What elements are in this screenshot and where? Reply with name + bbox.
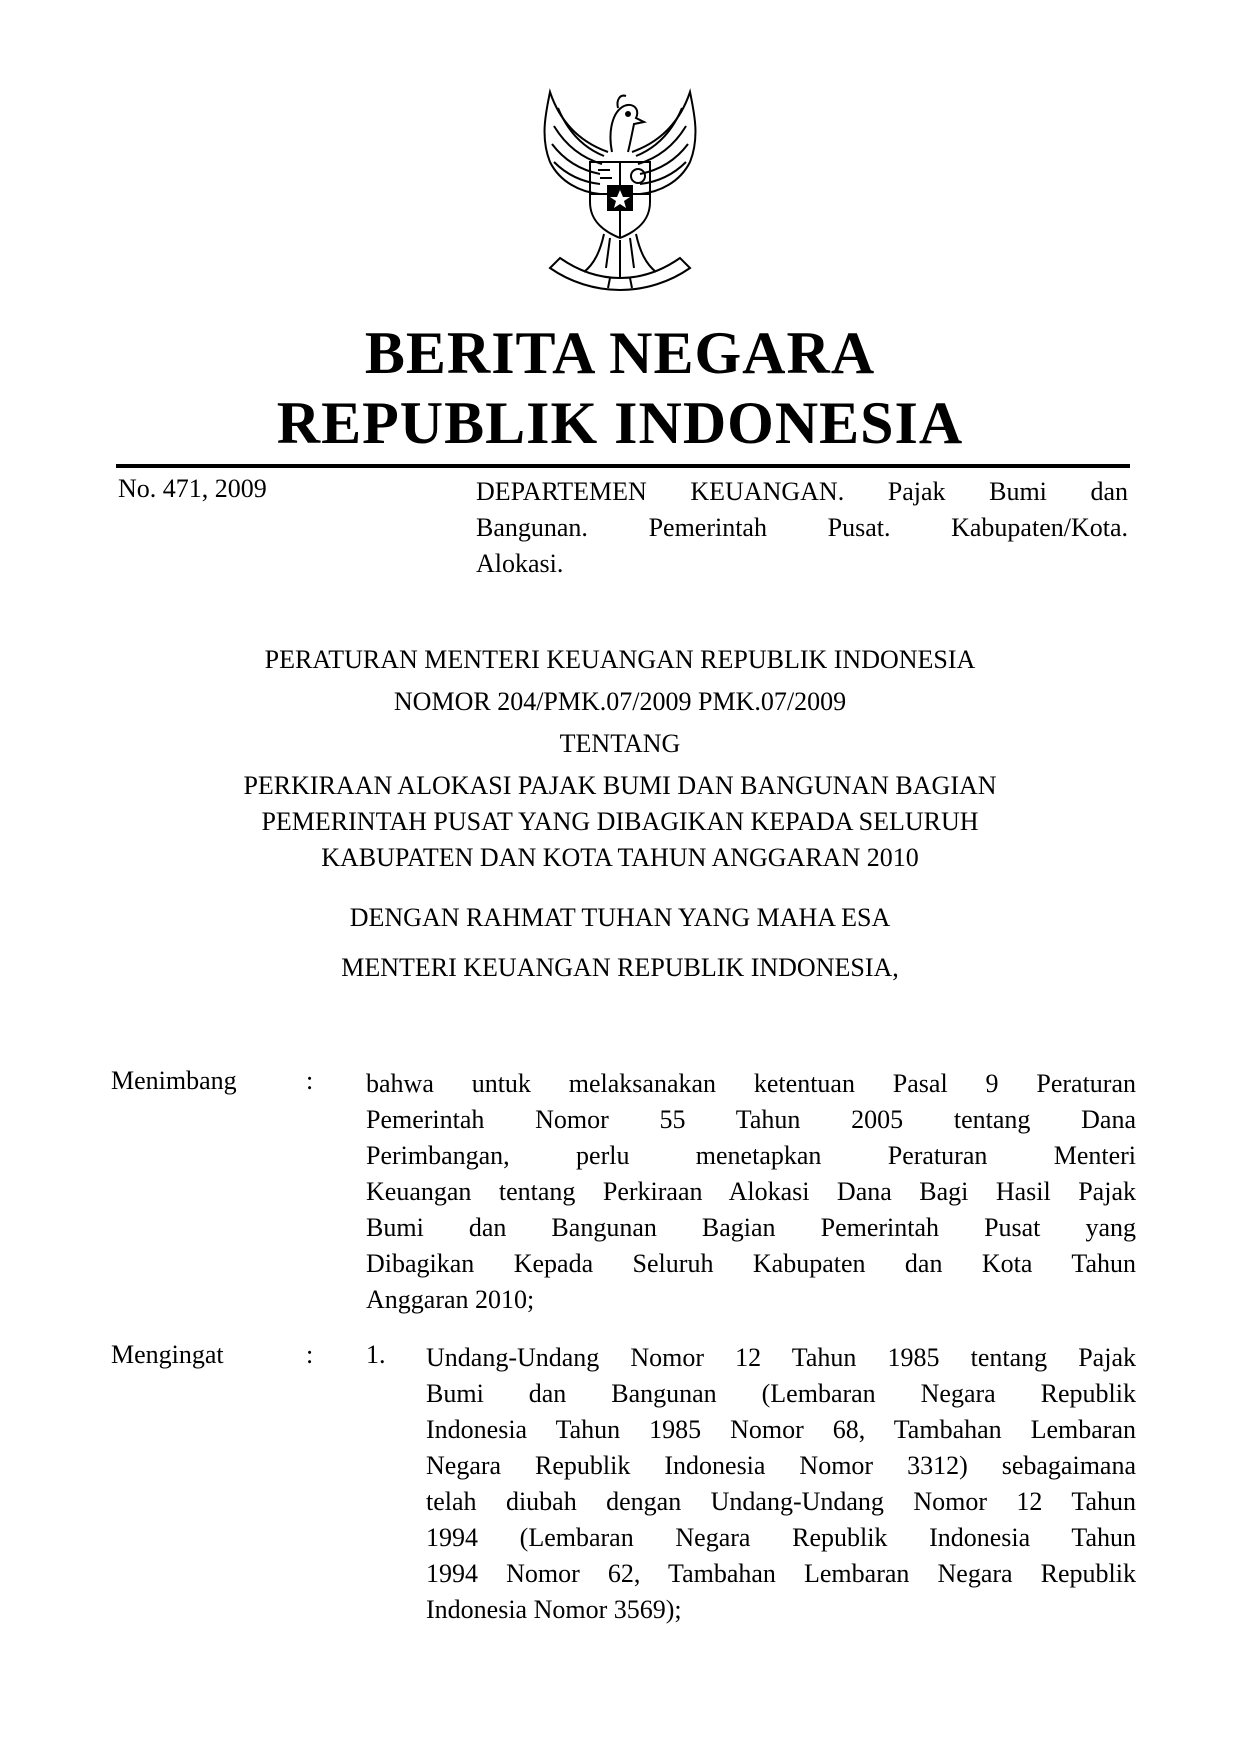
mengingat-colon: : [306, 1340, 314, 1369]
description-line: Bangunan. Pemerintah Pusat. Kabupaten/Kota. [476, 513, 1128, 542]
menimbang-line: bahwa untuk melaksanakan ketentuan Pasal 9 Peraturan [366, 1069, 1136, 1098]
regulation-title [140, 768, 1100, 876]
masthead-title-line2: REPUBLIK INDONESIA [276, 390, 964, 456]
garuda-emblem-icon [520, 82, 720, 302]
gazette-description [476, 474, 1128, 582]
title-line: KABUPATEN DAN KOTA TAHUN ANGGARAN 2010 [321, 843, 919, 872]
mengingat-line: Indonesia Nomor 3569); [426, 1595, 682, 1624]
masthead-title-line1: BERITA NEGARA [364, 320, 876, 386]
menimbang-line: Pemerintah Nomor 55 Tahun 2005 tentang Dana [366, 1105, 1136, 1134]
menimbang-line: Dibagikan Kepada Seluruh Kabupaten dan Kota Tahun [366, 1249, 1136, 1278]
mengingat-line: 1994 Nomor 62, Tambahan Lembaran Negara Republik [426, 1559, 1136, 1588]
title-line: PEMERINTAH PUSAT YANG DIBAGIKAN KEPADA SELURUH [261, 807, 979, 836]
mengingat-label: Mengingat [111, 1340, 224, 1369]
menimbang-line: Bumi dan Bangunan Bagian Pemerintah Pusat yang [366, 1213, 1136, 1242]
mengingat-line: Bumi dan Bangunan (Lembaran Negara Republik [426, 1379, 1136, 1408]
regulation-about: TENTANG [559, 729, 681, 758]
menimbang-colon: : [306, 1066, 314, 1095]
description-line: Alokasi. [476, 549, 564, 578]
regulation-issuer: PERATURAN MENTERI KEUANGAN REPUBLIK INDONESIA [264, 645, 976, 674]
mengingat-line: Indonesia Tahun 1985 Nomor 68, Tambahan Lembaran [426, 1415, 1136, 1444]
mengingat-item-text [426, 1340, 1136, 1628]
gazette-number: No. 471, 2009 [118, 474, 267, 503]
regulation-number: NOMOR 204/PMK.07/2009 PMK.07/2009 [393, 687, 847, 716]
invocation: DENGAN RAHMAT TUHAN YANG MAHA ESA [349, 903, 891, 932]
menimbang-line: Perimbangan, perlu menetapkan Peraturan Menteri [366, 1141, 1136, 1170]
minister-title: MENTERI KEUANGAN REPUBLIK INDONESIA, [341, 953, 899, 982]
description-line: DEPARTEMEN KEUANGAN. Pajak Bumi dan [476, 477, 1128, 506]
mengingat-line: telah diubah dengan Undang-Undang Nomor 12 Tahun [426, 1487, 1136, 1516]
mengingat-item-number: 1. [366, 1340, 386, 1369]
menimbang-line: Keuangan tentang Perkiraan Alokasi Dana Bagi Hasil Pajak [366, 1177, 1136, 1206]
mengingat-line: 1994 (Lembaran Negara Republik Indonesia Tahun [426, 1523, 1136, 1552]
mengingat-line: Undang-Undang Nomor 12 Tahun 1985 tentang Pajak [426, 1343, 1136, 1372]
menimbang-text [366, 1066, 1136, 1318]
menimbang-line: Anggaran 2010; [366, 1285, 535, 1314]
title-line: PERKIRAAN ALOKASI PAJAK BUMI DAN BANGUNAN BAGIAN [243, 771, 997, 800]
masthead-rule [116, 464, 1130, 468]
mengingat-line: Negara Republik Indonesia Nomor 3312) sebagaimana [426, 1451, 1136, 1480]
menimbang-label: Menimbang [111, 1066, 237, 1095]
